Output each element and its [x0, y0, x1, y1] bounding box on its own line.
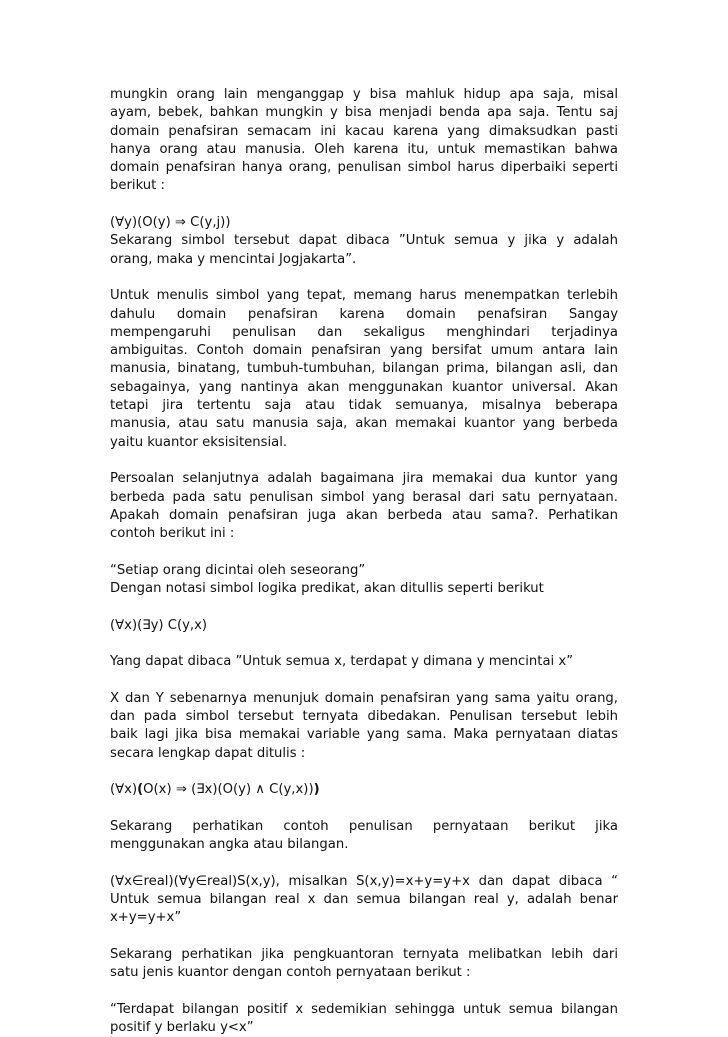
quote-line: “Setiap orang dicintai oleh seseorang”: [110, 562, 366, 578]
text-line: dahulu domain penafsiran karena domain penafsiran Sangay: [110, 306, 618, 322]
text-line: Sekarang perhatikan jika pengkuantoran ternyata melibatkan lebih dari: [110, 946, 618, 962]
paragraph-formula-1: [110, 617, 618, 635]
text-line: domain penafsiran hanya orang, penulisan simbol harus diperbaiki seperti: [110, 160, 618, 176]
text-line: Dengan notasi simbol logika predikat, akan ditullis seperti berikut: [110, 581, 544, 597]
paragraph-domain-intro: [110, 86, 618, 196]
text-line: manusia, atau satu manusia saja, akan memakai kuantor yang berbeda: [110, 416, 618, 432]
text-line: mungkin orang lain menganggap y bisa mahluk hidup apa saja, misal: [110, 87, 618, 102]
text-line: contoh berikut ini :: [110, 526, 235, 542]
text-line: Apakah domain penafsiran juga akan berbeda atau sama?. Perhatikan: [110, 507, 618, 523]
text-line: Sekarang simbol tersebut dapat dibaca ”Untuk semua y jika y adalah: [110, 233, 618, 249]
text-line: yaitu kuantor eksisitensial.: [110, 434, 288, 450]
text-line: Persoalan selanjutnya adalah bagaimana jira memakai dua kuntor yang: [110, 471, 618, 487]
paragraph-formula-2: [110, 781, 618, 799]
formula-line: (∀y)(O(y) ⇒ C(y,j)): [110, 215, 231, 231]
paragraph-domain-explanation: [110, 287, 618, 452]
text-line: mempengaruhi penulisan dan sekaligus menghindari terjadinya: [110, 324, 618, 340]
text-line: manusia, binatang, tumbuh-tumbuhan, bilangan prima, bilangan asli, dan: [110, 361, 618, 377]
text-line: ambiguitas. Contoh domain penafsiran yang bersifat umum antara lain: [110, 343, 618, 359]
formula-line: [110, 781, 618, 799]
text-line: baik lagi jika bisa memakai variable yang sama. Maka pernyataan diatas: [110, 727, 618, 743]
paragraph-numbers-intro: [110, 818, 618, 855]
paragraph-formula-reading: [110, 214, 618, 269]
paragraph-same-domain: [110, 690, 618, 763]
text-line: satu jenis kuantor dengan contoh pernyataan berikut :: [110, 965, 471, 981]
text-line: secara lengkap dapat ditulis :: [110, 745, 306, 761]
text-line: hanya orang atau manusia. Oleh karena itu, untuk memastikan bahwa: [110, 141, 618, 157]
formula-line: (∀x)(∃y) C(y,x): [110, 617, 208, 633]
quote-line: “Terdapat bilangan positif x sedemikian sehingga untuk semua bilangan: [110, 1001, 618, 1017]
text-line: berikut :: [110, 178, 165, 194]
text-line: menggunakan angka atau bilangan.: [110, 837, 349, 853]
text-line: berbeda pada satu penulisan simbol yang berasal dari satu pernyataan.: [110, 489, 618, 505]
text-line: x+y=y+x”: [110, 910, 182, 926]
text-line: tetapi jira tertentu saja atau tidak semuanya, misalnya beberapa: [110, 398, 618, 414]
text-line: ayam, bebek, bahkan mungkin y bisa menjadi benda apa saja. Tentu saj: [110, 105, 618, 121]
text-line: Untuk semua bilangan real x dan semua bilangan real y, adalah benar: [110, 892, 618, 908]
paragraph-mixed-quantifiers: [110, 946, 618, 983]
document-page: [110, 86, 618, 1037]
text-line: orang, maka y mencintai Jogjakarta”.: [110, 251, 357, 267]
text-line: sebagainya, yang nantinya akan menggunakan kuantor universal. Akan: [110, 379, 618, 395]
paragraph-positive-example: [110, 1001, 618, 1037]
text-line: positif y berlaku y<x”: [110, 1020, 254, 1036]
paragraph-real-example: [110, 873, 618, 928]
formula-open-paren: (: [137, 782, 144, 798]
text-line: X dan Y sebenarnya menunjuk domain penafsiran yang sama yaitu orang,: [110, 690, 618, 706]
paragraph-formula-1-reading: [110, 653, 618, 671]
text-line: (∀x∈real)(∀y∈real)S(x,y), misalkan S(x,y)=x+y=y+x dan dapat dibaca “: [110, 873, 618, 889]
text-line: domain penafsiran semacam ini kacau karena yang dimaksudkan pasti: [110, 123, 618, 139]
formula-quantifier: (∀x): [110, 782, 138, 798]
text-line: dan pada simbol tersebut ternyata dibedakan. Penulisan tersebut lebih: [110, 709, 618, 725]
paragraph-example-quote: [110, 562, 618, 599]
text-line: Sekarang perhatikan contoh penulisan pernyataan berikut jika: [110, 818, 618, 834]
text-line: Untuk menulis simbol yang tepat, memang harus menempatkan terlebih: [110, 288, 618, 304]
formula-body: O(x) ⇒ (∃x)(O(y) ∧ C(y,x)): [143, 782, 314, 798]
text-line: Yang dapat dibaca ”Untuk semua x, terdapat y dimana y mencintai x”: [110, 654, 574, 670]
formula-close-paren: ): [313, 782, 320, 798]
paragraph-two-quantifiers: [110, 470, 618, 543]
